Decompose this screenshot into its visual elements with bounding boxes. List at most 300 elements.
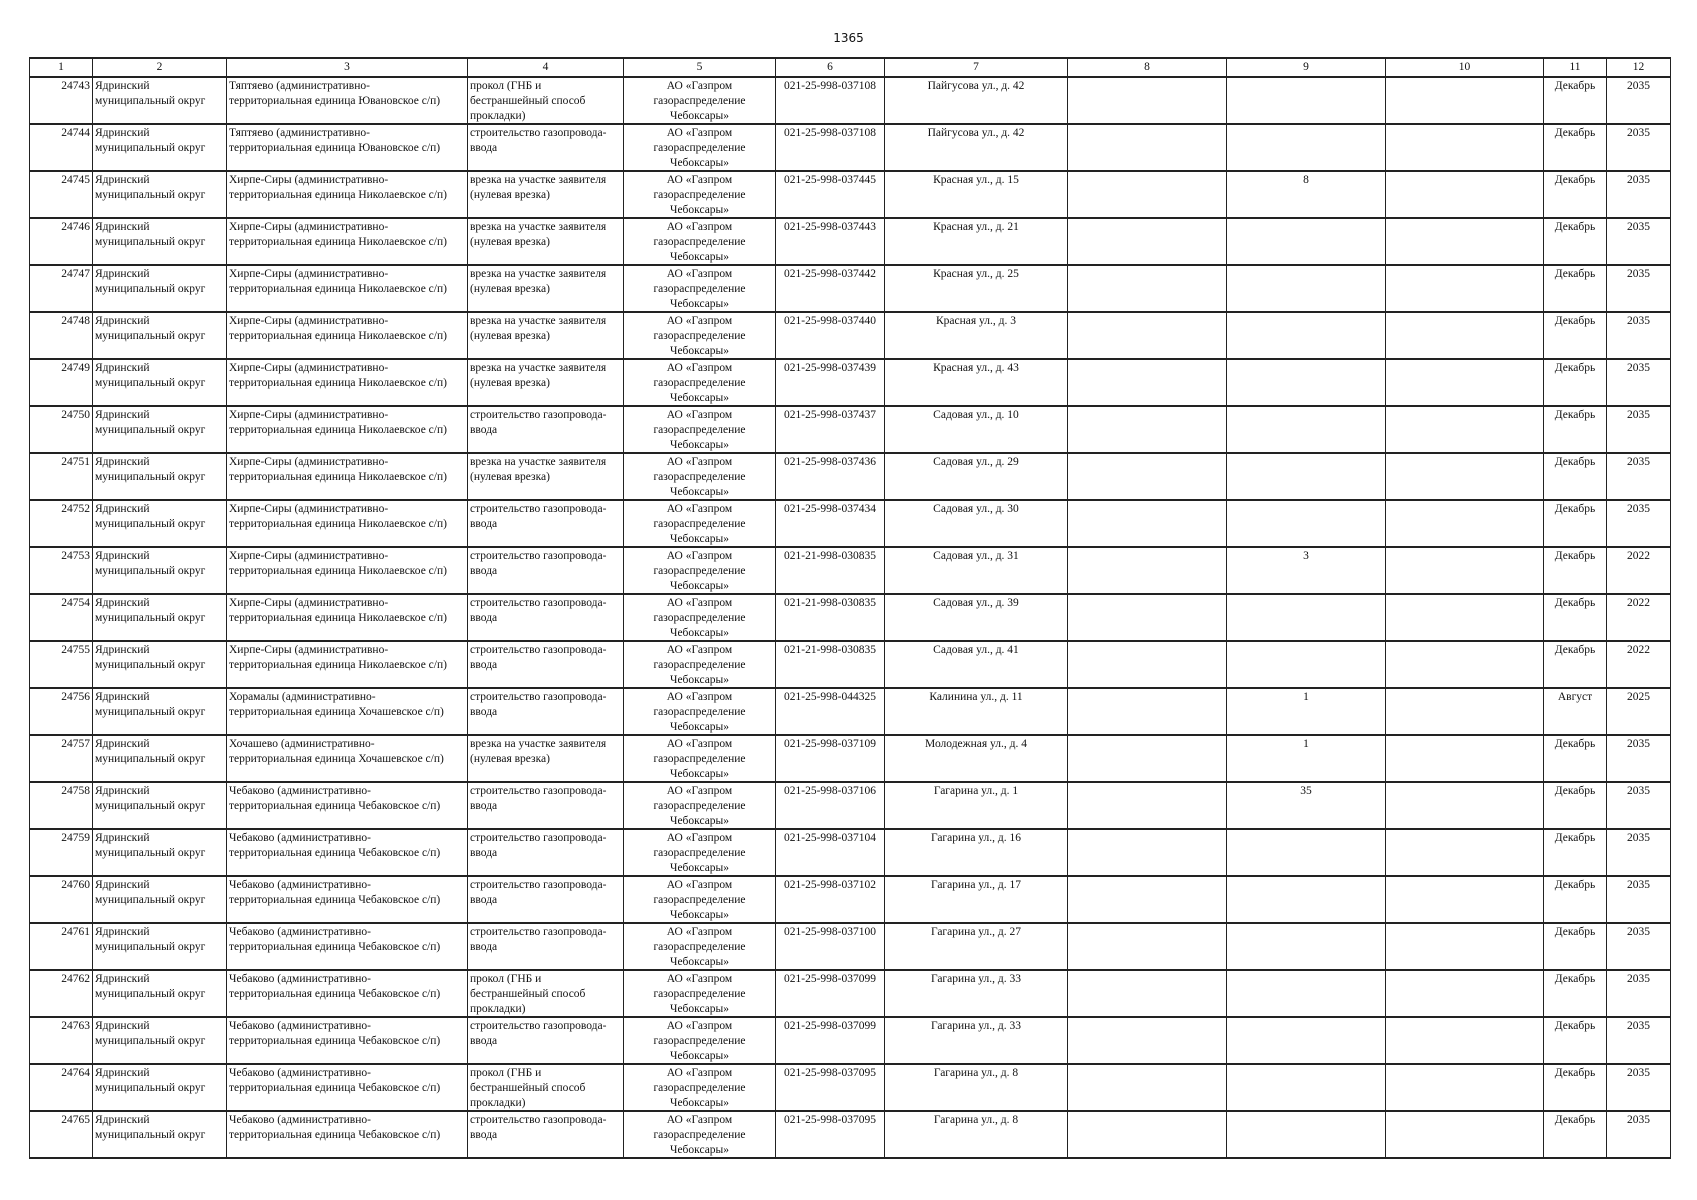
month-cell-text: Декабрь <box>1554 879 1596 891</box>
settlement-cell <box>227 641 468 688</box>
organization-cell-text: АО «Газпром газораспределение Чебоксары» <box>653 832 746 874</box>
organization-cell <box>624 124 776 171</box>
address-cell <box>885 453 1068 500</box>
settlement-cell <box>227 923 468 970</box>
settlement-cell <box>227 688 468 735</box>
column-9-cell <box>1227 406 1386 453</box>
municipality-cell-text: Ядринский муниципальный округ <box>95 503 206 530</box>
column-9-cell <box>1227 453 1386 500</box>
work-type-cell-text: строительство газопровода- ввода <box>470 597 607 624</box>
address-cell <box>885 735 1068 782</box>
request-id-cell-text: 021-25-998-037440 <box>784 315 876 327</box>
address-cell <box>885 876 1068 923</box>
municipality-cell-text: Ядринский муниципальный округ <box>95 832 206 859</box>
month-cell-text: Декабрь <box>1554 409 1596 421</box>
row-number-cell <box>30 641 93 688</box>
settlement-cell-text: Тяптяево (административно- территориальная единица Ювановское с/п) <box>229 80 441 107</box>
work-type-cell-text: строительство газопровода- ввода <box>470 879 607 906</box>
month-cell-text: Декабрь <box>1554 926 1596 938</box>
organization-cell <box>624 641 776 688</box>
column-9-cell <box>1227 594 1386 641</box>
row-number-cell <box>30 923 93 970</box>
table-row <box>30 124 1671 171</box>
row-number-cell <box>30 77 93 124</box>
work-type-cell-text: врезка на участке заявителя (нулевая врезка) <box>470 738 607 765</box>
organization-cell <box>624 1111 776 1158</box>
month-cell <box>1544 970 1607 1017</box>
organization-cell <box>624 923 776 970</box>
column-9-cell <box>1227 782 1386 829</box>
municipality-cell <box>93 970 227 1017</box>
municipality-cell-text: Ядринский муниципальный округ <box>95 174 206 201</box>
column-9-cell <box>1227 218 1386 265</box>
organization-cell-text: АО «Газпром газораспределение Чебоксары» <box>653 127 746 169</box>
table-row <box>30 312 1671 359</box>
month-cell <box>1544 876 1607 923</box>
year-cell-text: 2035 <box>1627 221 1650 233</box>
row-number-cell <box>30 1064 93 1111</box>
column-8-cell <box>1068 500 1227 547</box>
municipality-cell-text: Ядринский муниципальный округ <box>95 1114 206 1141</box>
row-number-cell <box>30 500 93 547</box>
year-cell <box>1607 218 1671 265</box>
column-header: 7 <box>885 58 1068 77</box>
row-number-cell-text: 24753 <box>61 550 90 562</box>
address-cell-text: Гагарина ул., д. 8 <box>933 1114 1019 1126</box>
row-number-cell-text: 24762 <box>61 973 90 985</box>
year-cell <box>1607 1111 1671 1158</box>
column-8-cell <box>1068 77 1227 124</box>
month-cell-text: Август <box>1557 691 1593 703</box>
table-row <box>30 406 1671 453</box>
table-row <box>30 77 1671 124</box>
table-row <box>30 782 1671 829</box>
table-row <box>30 1064 1671 1111</box>
year-cell <box>1607 171 1671 218</box>
month-cell-text: Декабрь <box>1554 127 1596 139</box>
column-9-cell <box>1227 171 1386 218</box>
request-id-cell-text: 021-25-998-037436 <box>784 456 876 468</box>
table-row <box>30 1017 1671 1064</box>
settlement-cell-text: Хирпе-Сиры (административно- территориальная единица Николаевское с/п) <box>229 456 447 483</box>
municipality-cell-text: Ядринский муниципальный округ <box>95 315 206 342</box>
address-cell <box>885 265 1068 312</box>
address-cell <box>885 406 1068 453</box>
organization-cell-text: АО «Газпром газораспределение Чебоксары» <box>653 174 746 216</box>
month-cell <box>1544 218 1607 265</box>
table-row <box>30 359 1671 406</box>
table-row <box>30 876 1671 923</box>
settlement-cell-text: Хочашево (административно- территориальная единица Хочашевское с/п) <box>229 738 444 765</box>
request-id-cell-text: 021-21-998-030835 <box>784 550 876 562</box>
table-row <box>30 829 1671 876</box>
month-cell-text: Декабрь <box>1554 644 1596 656</box>
month-cell-text: Декабрь <box>1554 174 1596 186</box>
column-8-cell <box>1068 970 1227 1017</box>
row-number-cell <box>30 453 93 500</box>
municipality-cell-text: Ядринский муниципальный округ <box>95 926 206 953</box>
organization-cell-text: АО «Газпром газораспределение Чебоксары» <box>653 1067 746 1109</box>
row-number-cell <box>30 547 93 594</box>
month-cell <box>1544 1111 1607 1158</box>
address-cell-text: Гагарина ул., д. 17 <box>930 879 1022 891</box>
column-8-cell <box>1068 1017 1227 1064</box>
municipality-cell <box>93 782 227 829</box>
request-id-cell <box>776 171 885 218</box>
row-number-cell-text: 24759 <box>61 832 90 844</box>
column-9-cell <box>1227 970 1386 1017</box>
year-cell-text: 2035 <box>1627 738 1650 750</box>
settlement-cell-text: Чебаково (административно- территориальная единица Чебаковское с/п) <box>229 1067 441 1094</box>
address-cell-text: Гагарина ул., д. 16 <box>930 832 1022 844</box>
address-cell-text: Красная ул., д. 3 <box>935 315 1016 327</box>
month-cell-text: Декабрь <box>1554 315 1596 327</box>
year-cell-text: 2035 <box>1627 879 1650 891</box>
column-10-cell <box>1386 77 1544 124</box>
municipality-cell <box>93 77 227 124</box>
work-type-cell-text: строительство газопровода- ввода <box>470 926 607 953</box>
request-id-cell-text: 021-25-998-037442 <box>784 268 876 280</box>
request-id-cell-text: 021-25-998-037100 <box>784 926 876 938</box>
request-id-cell <box>776 688 885 735</box>
work-type-cell <box>468 735 624 782</box>
address-cell-text: Красная ул., д. 43 <box>933 362 1019 374</box>
work-type-cell <box>468 594 624 641</box>
municipality-cell <box>93 594 227 641</box>
address-cell-text: Калинина ул., д. 11 <box>929 691 1023 703</box>
year-cell-text: 2022 <box>1627 644 1650 656</box>
column-8-cell <box>1068 876 1227 923</box>
table-row <box>30 453 1671 500</box>
settlement-cell <box>227 970 468 1017</box>
work-type-cell <box>468 406 624 453</box>
work-type-cell-text: строительство газопровода- ввода <box>470 1020 607 1047</box>
organization-cell <box>624 500 776 547</box>
row-number-cell-text: 24756 <box>61 691 90 703</box>
row-number-cell <box>30 1111 93 1158</box>
work-type-cell <box>468 688 624 735</box>
column-10-cell <box>1386 218 1544 265</box>
settlement-cell-text: Тяптяево (административно- территориальная единица Ювановское с/п) <box>229 127 441 154</box>
column-10-cell <box>1386 829 1544 876</box>
municipality-cell <box>93 1017 227 1064</box>
request-id-cell-text: 021-25-998-037099 <box>784 973 876 985</box>
work-type-cell-text: строительство газопровода- ввода <box>470 785 607 812</box>
year-cell <box>1607 406 1671 453</box>
column-header: 6 <box>776 58 885 77</box>
year-cell <box>1607 970 1671 1017</box>
address-cell-text: Гагарина ул., д. 33 <box>930 1020 1022 1032</box>
request-id-cell <box>776 265 885 312</box>
settlement-cell-text: Хирпе-Сиры (административно- территориальная единица Николаевское с/п) <box>229 221 447 248</box>
row-number-cell-text: 24745 <box>61 174 90 186</box>
municipality-cell <box>93 1111 227 1158</box>
column-header: 11 <box>1544 58 1607 77</box>
row-number-cell <box>30 171 93 218</box>
address-cell <box>885 782 1068 829</box>
month-cell-text: Декабрь <box>1554 362 1596 374</box>
work-type-cell <box>468 124 624 171</box>
header-row <box>30 58 1671 77</box>
row-number-cell-text: 24748 <box>61 315 90 327</box>
organization-cell-text: АО «Газпром газораспределение Чебоксары» <box>653 456 746 498</box>
row-number-cell-text: 24761 <box>61 926 90 938</box>
request-id-cell <box>776 970 885 1017</box>
month-cell <box>1544 265 1607 312</box>
settlement-cell <box>227 1111 468 1158</box>
municipality-cell <box>93 923 227 970</box>
settlement-cell-text: Чебаково (административно- территориальная единица Чебаковское с/п) <box>229 785 441 812</box>
address-cell <box>885 171 1068 218</box>
table-header <box>30 58 1671 77</box>
work-type-cell <box>468 829 624 876</box>
address-cell-text: Садовая ул., д. 41 <box>933 644 1019 656</box>
organization-cell <box>624 735 776 782</box>
organization-cell-text: АО «Газпром газораспределение Чебоксары» <box>653 926 746 968</box>
column-9-cell-text: 8 <box>1303 174 1309 186</box>
settlement-cell <box>227 124 468 171</box>
month-cell-text: Декабрь <box>1554 832 1596 844</box>
column-9-cell <box>1227 77 1386 124</box>
municipality-cell <box>93 547 227 594</box>
municipality-cell <box>93 688 227 735</box>
month-cell <box>1544 641 1607 688</box>
row-number-cell <box>30 406 93 453</box>
address-cell <box>885 359 1068 406</box>
organization-cell <box>624 77 776 124</box>
municipality-cell-text: Ядринский муниципальный округ <box>95 597 206 624</box>
column-8-cell <box>1068 923 1227 970</box>
column-10-cell <box>1386 735 1544 782</box>
address-cell <box>885 970 1068 1017</box>
address-cell <box>885 1111 1068 1158</box>
municipality-cell-text: Ядринский муниципальный округ <box>95 1020 206 1047</box>
organization-cell <box>624 359 776 406</box>
month-cell-text: Декабрь <box>1554 550 1596 562</box>
month-cell-text: Декабрь <box>1554 80 1596 92</box>
work-type-cell-text: врезка на участке заявителя (нулевая врезка) <box>470 456 607 483</box>
year-cell-text: 2035 <box>1627 315 1650 327</box>
row-number-cell <box>30 218 93 265</box>
municipality-cell <box>93 876 227 923</box>
work-type-cell-text: прокол (ГНБ и бестраншейный способ прокладки) <box>470 973 586 1015</box>
row-number-cell-text: 24758 <box>61 785 90 797</box>
month-cell <box>1544 1017 1607 1064</box>
year-cell <box>1607 829 1671 876</box>
request-id-cell <box>776 782 885 829</box>
year-cell <box>1607 312 1671 359</box>
municipality-cell <box>93 829 227 876</box>
work-type-cell <box>468 359 624 406</box>
municipality-cell <box>93 406 227 453</box>
settlement-cell <box>227 218 468 265</box>
year-cell-text: 2035 <box>1627 268 1650 280</box>
year-cell-text: 2025 <box>1627 691 1650 703</box>
year-cell-text: 2022 <box>1627 550 1650 562</box>
organization-cell <box>624 688 776 735</box>
table-body <box>30 77 1671 1158</box>
table-row <box>30 547 1671 594</box>
request-id-cell <box>776 359 885 406</box>
year-cell <box>1607 1064 1671 1111</box>
request-id-cell-text: 021-25-998-037104 <box>784 832 876 844</box>
row-number-cell-text: 24743 <box>61 80 90 92</box>
column-8-cell <box>1068 735 1227 782</box>
year-cell-text: 2035 <box>1627 926 1650 938</box>
year-cell-text: 2035 <box>1627 1067 1650 1079</box>
settlement-cell <box>227 453 468 500</box>
address-cell-text: Садовая ул., д. 10 <box>933 409 1019 421</box>
table-row <box>30 923 1671 970</box>
work-type-cell-text: строительство газопровода- ввода <box>470 409 607 436</box>
address-cell <box>885 641 1068 688</box>
column-9-cell-text: 1 <box>1303 738 1309 750</box>
settlement-cell-text: Хирпе-Сиры (административно- территориальная единица Николаевское с/п) <box>229 268 447 295</box>
column-8-cell <box>1068 829 1227 876</box>
year-cell <box>1607 500 1671 547</box>
row-number-cell-text: 24749 <box>61 362 90 374</box>
work-type-cell-text: строительство газопровода- ввода <box>470 550 607 577</box>
organization-cell-text: АО «Газпром газораспределение Чебоксары» <box>653 409 746 451</box>
row-number-cell <box>30 735 93 782</box>
address-cell-text: Гагарина ул., д. 33 <box>930 973 1022 985</box>
organization-cell <box>624 594 776 641</box>
settlement-cell-text: Чебаково (административно- территориальная единица Чебаковское с/п) <box>229 1114 441 1141</box>
column-10-cell <box>1386 547 1544 594</box>
month-cell <box>1544 312 1607 359</box>
municipality-cell <box>93 124 227 171</box>
column-10-cell <box>1386 124 1544 171</box>
municipality-cell <box>93 1064 227 1111</box>
table-row <box>30 735 1671 782</box>
year-cell <box>1607 77 1671 124</box>
column-10-cell <box>1386 1064 1544 1111</box>
work-type-cell-text: прокол (ГНБ и бестраншейный способ прокладки) <box>470 1067 586 1109</box>
organization-cell-text: АО «Газпром газораспределение Чебоксары» <box>653 1020 746 1062</box>
municipality-cell-text: Ядринский муниципальный округ <box>95 221 206 248</box>
address-cell <box>885 124 1068 171</box>
column-9-cell <box>1227 124 1386 171</box>
column-8-cell <box>1068 1111 1227 1158</box>
address-cell-text: Красная ул., д. 25 <box>933 268 1019 280</box>
address-cell <box>885 688 1068 735</box>
municipality-cell <box>93 641 227 688</box>
request-id-cell-text: 021-25-998-037439 <box>784 362 876 374</box>
settlement-cell-text: Хирпе-Сиры (административно- территориальная единица Николаевское с/п) <box>229 362 447 389</box>
month-cell-text: Декабрь <box>1554 973 1596 985</box>
request-id-cell <box>776 923 885 970</box>
column-9-cell <box>1227 265 1386 312</box>
year-cell-text: 2035 <box>1627 1020 1650 1032</box>
request-id-cell-text: 021-25-998-037095 <box>784 1114 876 1126</box>
month-cell <box>1544 594 1607 641</box>
organization-cell-text: АО «Газпром газораспределение Чебоксары» <box>653 1114 746 1156</box>
address-cell-text: Красная ул., д. 15 <box>933 174 1019 186</box>
organization-cell-text: АО «Газпром газораспределение Чебоксары» <box>653 644 746 686</box>
year-cell-text: 2035 <box>1627 456 1650 468</box>
month-cell-text: Декабрь <box>1554 597 1596 609</box>
request-id-cell <box>776 500 885 547</box>
work-type-cell <box>468 312 624 359</box>
municipality-cell-text: Ядринский муниципальный округ <box>95 644 206 671</box>
request-id-cell-text: 021-25-998-037108 <box>784 127 876 139</box>
row-number-cell-text: 24746 <box>61 221 90 233</box>
request-id-cell <box>776 453 885 500</box>
year-cell <box>1607 594 1671 641</box>
request-id-cell <box>776 312 885 359</box>
column-10-cell <box>1386 688 1544 735</box>
address-cell-text: Гагарина ул., д. 8 <box>933 1067 1019 1079</box>
month-cell <box>1544 688 1607 735</box>
organization-cell-text: АО «Газпром газораспределение Чебоксары» <box>653 80 746 122</box>
address-cell <box>885 1017 1068 1064</box>
year-cell-text: 2035 <box>1627 80 1650 92</box>
month-cell <box>1544 923 1607 970</box>
row-number-cell-text: 24763 <box>61 1020 90 1032</box>
column-9-cell <box>1227 500 1386 547</box>
column-header: 9 <box>1227 58 1386 77</box>
address-cell <box>885 594 1068 641</box>
row-number-cell-text: 24747 <box>61 268 90 280</box>
settlement-cell-text: Чебаково (административно- территориальная единица Чебаковское с/п) <box>229 1020 441 1047</box>
request-id-cell-text: 021-21-998-030835 <box>784 597 876 609</box>
settlement-cell-text: Хирпе-Сиры (административно- территориальная единица Николаевское с/п) <box>229 597 447 624</box>
row-number-cell-text: 24764 <box>61 1067 90 1079</box>
column-10-cell <box>1386 500 1544 547</box>
municipality-cell-text: Ядринский муниципальный округ <box>95 738 206 765</box>
column-10-cell <box>1386 312 1544 359</box>
request-id-cell-text: 021-25-998-037095 <box>784 1067 876 1079</box>
work-type-cell <box>468 641 624 688</box>
municipality-cell-text: Ядринский муниципальный округ <box>95 550 206 577</box>
column-10-cell <box>1386 923 1544 970</box>
month-cell <box>1544 171 1607 218</box>
row-number-cell <box>30 688 93 735</box>
month-cell-text: Декабрь <box>1554 1114 1596 1126</box>
month-cell-text: Декабрь <box>1554 268 1596 280</box>
organization-cell <box>624 970 776 1017</box>
year-cell <box>1607 124 1671 171</box>
work-type-cell-text: врезка на участке заявителя (нулевая врезка) <box>470 174 607 201</box>
address-cell-text: Пайгусова ул., д. 42 <box>927 80 1025 92</box>
row-number-cell-text: 24765 <box>61 1114 90 1126</box>
organization-cell-text: АО «Газпром газораспределение Чебоксары» <box>653 738 746 780</box>
month-cell-text: Декабрь <box>1554 1067 1596 1079</box>
request-id-cell <box>776 1017 885 1064</box>
municipality-cell-text: Ядринский муниципальный округ <box>95 268 206 295</box>
year-cell <box>1607 782 1671 829</box>
organization-cell <box>624 782 776 829</box>
request-id-cell-text: 021-25-998-037099 <box>784 1020 876 1032</box>
organization-cell <box>624 876 776 923</box>
address-cell <box>885 312 1068 359</box>
organization-cell-text: АО «Газпром газораспределение Чебоксары» <box>653 268 746 310</box>
year-cell-text: 2035 <box>1627 1114 1650 1126</box>
work-type-cell <box>468 500 624 547</box>
column-8-cell <box>1068 171 1227 218</box>
municipality-cell-text: Ядринский муниципальный округ <box>95 973 206 1000</box>
month-cell <box>1544 359 1607 406</box>
address-cell <box>885 77 1068 124</box>
municipality-cell <box>93 265 227 312</box>
work-type-cell <box>468 970 624 1017</box>
column-8-cell <box>1068 124 1227 171</box>
work-type-cell <box>468 923 624 970</box>
row-number-cell-text: 24752 <box>61 503 90 515</box>
row-number-cell <box>30 970 93 1017</box>
work-type-cell <box>468 782 624 829</box>
table-row <box>30 594 1671 641</box>
